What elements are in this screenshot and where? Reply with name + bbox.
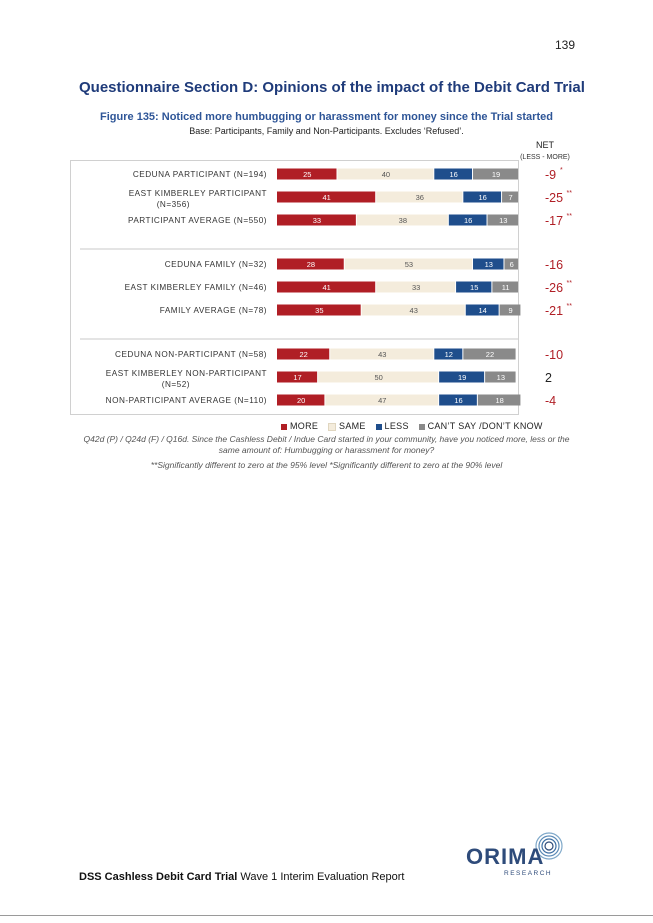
data-label-cant-say: 13 [499, 216, 508, 225]
net-significance: * [560, 167, 563, 174]
net-value: 2 [545, 371, 552, 385]
net-value: -17 [545, 214, 564, 228]
legend-label-less: LESS [384, 421, 409, 431]
net-value: -16 [545, 258, 564, 272]
significance-note: **Significantly different to zero at the 95% level *Significantly different to zero at the 90% level [150, 460, 503, 470]
row-label: PARTICIPANT AVERAGE (N=550) [127, 216, 267, 225]
legend-item-same [328, 421, 366, 431]
legend-item-more [281, 421, 318, 431]
row-label: CEDUNA PARTICIPANT (N=194) [132, 170, 267, 179]
net-value: -4 [545, 394, 557, 408]
data-label-same: 36 [415, 193, 424, 202]
row-label: EAST KIMBERLEY NON-PARTICIPANT (N=52) [105, 369, 267, 389]
footer-report-subtitle: Wave 1 Interim Evaluation Report [237, 871, 405, 883]
legend-label-same: SAME [339, 421, 366, 431]
page-number: 139 [554, 38, 575, 52]
page-footer [79, 871, 404, 883]
net-significance: ** [566, 303, 572, 310]
legend-swatch-more [281, 424, 287, 430]
data-label-same: 53 [404, 260, 414, 269]
data-label-less: 15 [470, 283, 479, 292]
orima-logo [466, 832, 586, 880]
stacked-bar-chart [70, 160, 590, 416]
data-label-more: 41 [322, 283, 331, 292]
data-label-cant-say: 11 [501, 283, 510, 292]
net-significance: ** [566, 213, 572, 220]
legend-label-more: MORE [290, 421, 319, 431]
legend-item-less [376, 421, 409, 431]
net-header: NET [536, 140, 554, 150]
row-label: CEDUNA NON-PARTICIPANT (N=58) [115, 350, 267, 359]
legend-swatch-less [376, 424, 382, 430]
data-label-less: 16 [449, 170, 458, 179]
net-value: -21 [545, 304, 564, 318]
legend-label-cant-say: CAN’T SAY /DON’T KNOW [427, 421, 543, 431]
data-label-same: 33 [411, 283, 421, 292]
net-value: -25 [545, 191, 564, 205]
footer-report-name: DSS Cashless Debit Card Trial [79, 871, 238, 883]
question-note: Q42d (P) / Q24d (F) / Q16d. Since the Cashless Debit / Indue Card started in your community, have you noticed more, less or the same amount of: Humbugging or harassment for money? [83, 434, 570, 455]
net-significance: ** [566, 280, 572, 287]
data-label-more: 22 [299, 350, 308, 359]
logo-wordmark: ORIMA [466, 844, 545, 869]
data-label-same: 43 [409, 306, 418, 315]
data-label-cant-say: 18 [495, 396, 504, 405]
row-label: CEDUNA FAMILY (N=32) [164, 260, 267, 269]
net-subheader: (LESS - MORE) [520, 154, 570, 161]
data-label-more: 17 [293, 373, 302, 382]
data-label-less: 16 [454, 396, 463, 405]
net-value: -10 [545, 348, 564, 362]
data-label-more: 33 [312, 216, 322, 225]
row-label: EAST KIMBERLEY PARTICIPANT (N=356) [128, 189, 267, 209]
data-label-more: 35 [315, 306, 324, 315]
row-label: EAST KIMBERLEY FAMILY (N=46) [124, 283, 267, 292]
data-label-cant-say: 9 [508, 306, 513, 315]
data-label-more: 20 [297, 396, 306, 405]
data-label-same: 47 [378, 396, 387, 405]
data-label-less: 19 [457, 373, 467, 382]
data-label-less: 16 [478, 193, 487, 202]
data-label-less: 16 [464, 216, 473, 225]
section-title: Questionnaire Section D: Opinions of the impact of the Debit Card Trial [79, 79, 585, 96]
data-label-less: 14 [478, 306, 487, 315]
net-value: -9 [545, 168, 557, 182]
row-label: NON-PARTICIPANT AVERAGE (N=110) [105, 396, 267, 405]
data-label-cant-say: 7 [508, 193, 513, 202]
data-label-same: 38 [398, 216, 408, 225]
data-label-more: 25 [303, 170, 312, 179]
figure-title: Figure 135: Noticed more humbugging or harassment for money since the Trial started [100, 111, 553, 123]
bottom-rule [0, 915, 653, 916]
data-label-more: 41 [322, 193, 331, 202]
figure-base: Base: Participants, Family and Non-Participants. Excludes ‘Refused’. [189, 126, 464, 136]
net-value: -26 [545, 281, 564, 295]
data-label-less: 12 [444, 350, 453, 359]
data-label-same: 50 [374, 373, 383, 382]
logo-subtext: RESEARCH [504, 870, 553, 877]
data-label-same: 43 [378, 350, 387, 359]
data-label-more: 28 [306, 260, 316, 269]
data-label-cant-say: 13 [496, 373, 506, 382]
net-significance: ** [566, 190, 572, 197]
row-label: FAMILY AVERAGE (N=78) [159, 306, 267, 315]
chart-legend [281, 421, 550, 431]
data-label-cant-say: 22 [485, 350, 495, 359]
data-label-cant-say: 6 [509, 260, 514, 269]
data-label-same: 40 [381, 170, 391, 179]
legend-swatch-same [328, 423, 336, 431]
legend-item-cant-say [419, 421, 543, 431]
data-label-less: 13 [484, 260, 493, 269]
legend-swatch-cant-say [419, 424, 425, 430]
data-label-cant-say: 19 [491, 170, 501, 179]
